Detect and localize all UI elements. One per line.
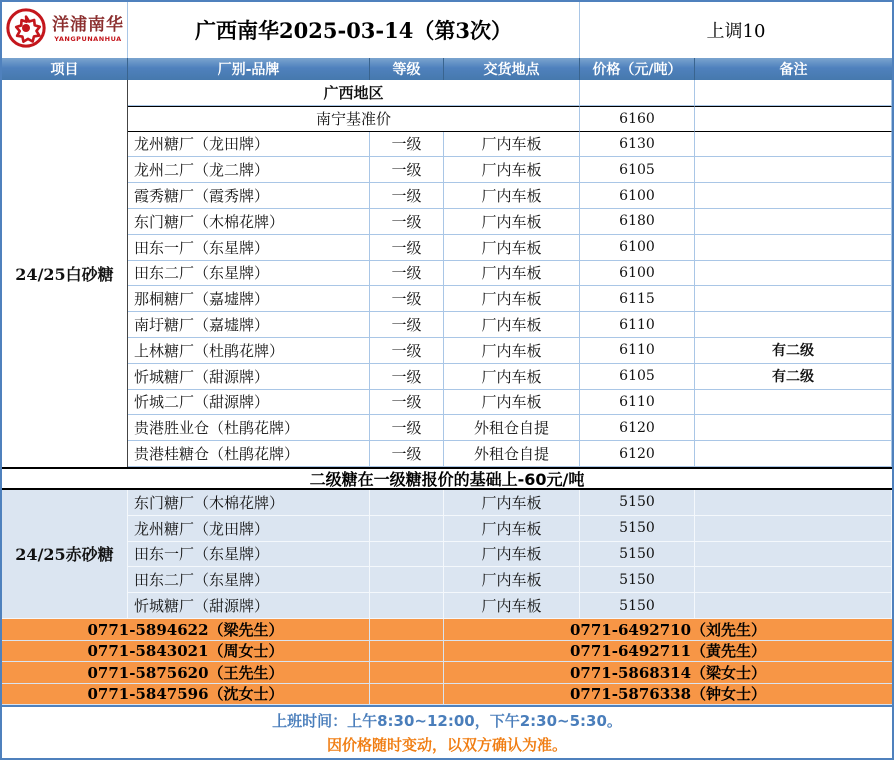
contact-phone: 0771-6492711（黄先生） xyxy=(444,641,892,663)
table-row-remark xyxy=(695,593,892,619)
company-name: 洋浦南华 xyxy=(52,15,124,36)
table-row-grade: 一级 xyxy=(370,261,444,287)
table-row-remark: 有二级 xyxy=(695,338,892,364)
contact-phone: 0771-5847596（沈女士） xyxy=(2,684,370,706)
table-row-brand: 贵港桂糖仓（杜鹃花牌） xyxy=(128,441,370,467)
column-remark: 备注 xyxy=(779,62,808,78)
contact-phone: 0771-5875620（王先生） xyxy=(2,662,370,684)
benchmark-name: 南宁基准价 xyxy=(128,106,580,132)
table-row-delivery: 厂内车板 xyxy=(444,157,580,183)
table-row-grade: 一级 xyxy=(370,286,444,312)
table-row-remark xyxy=(695,415,892,441)
table-row-remark xyxy=(695,183,892,209)
table-row-price: 6120 xyxy=(580,441,695,467)
table-row-brand: 东门糖厂（木棉花牌） xyxy=(128,490,370,516)
table-row-remark xyxy=(695,516,892,542)
contact-phone: 0771-5894622（梁先生） xyxy=(2,619,370,641)
contact-spacer xyxy=(370,619,444,641)
table-row-remark: 有二级 xyxy=(695,364,892,390)
table-row-delivery: 厂内车板 xyxy=(444,567,580,593)
white-sugar-label: 24/25白砂糖 xyxy=(2,80,128,467)
table-row-brand: 田东二厂（东星牌） xyxy=(128,567,370,593)
table-row-delivery: 厂内车板 xyxy=(444,209,580,235)
table-row-remark xyxy=(695,490,892,516)
column-grade: 等级 xyxy=(370,58,444,80)
table-row-brand: 那桐糖厂（嘉墟牌） xyxy=(128,286,370,312)
column-price: 价格（元/吨） xyxy=(580,58,695,80)
company-logo-icon xyxy=(5,7,47,53)
table-row-grade xyxy=(370,516,444,542)
region-price-cell xyxy=(580,80,695,106)
table-row-price: 6110 xyxy=(580,390,695,416)
table-row-grade xyxy=(370,490,444,516)
table-row-price: 5150 xyxy=(580,567,695,593)
table-row-remark xyxy=(695,286,892,312)
table-row-delivery: 厂内车板 xyxy=(444,542,580,568)
table-row-delivery: 厂内车板 xyxy=(444,183,580,209)
table-row-remark xyxy=(695,312,892,338)
table-row-delivery: 厂内车板 xyxy=(444,338,580,364)
table-row-grade: 一级 xyxy=(370,209,444,235)
table-row-remark xyxy=(695,235,892,261)
table-row-price: 6100 xyxy=(580,261,695,287)
table-row-grade xyxy=(370,567,444,593)
table-row-brand: 贵港胜业仓（杜鹃花牌） xyxy=(128,415,370,441)
table-row-brand: 霞秀糖厂（霞秀牌） xyxy=(128,183,370,209)
table-row-brand: 忻城二厂（甜源牌） xyxy=(128,390,370,416)
table-row-price: 6120 xyxy=(580,415,695,441)
contact-phone: 0771-5876338（钟女士） xyxy=(444,684,892,706)
table-row-delivery: 厂内车板 xyxy=(444,390,580,416)
company-logo xyxy=(2,2,128,58)
contact-spacer xyxy=(370,641,444,663)
table-row-grade: 一级 xyxy=(370,235,444,261)
table-row-remark xyxy=(695,132,892,158)
table-row-price: 6105 xyxy=(580,157,695,183)
price-disclaimer-note: 因价格随时变动，以双方确认为准。 xyxy=(326,736,567,754)
table-row-brand: 上林糖厂（杜鹃花牌） xyxy=(128,338,370,364)
contact-phone: 0771-5843021（周女士） xyxy=(2,641,370,663)
table-row-delivery: 厂内车板 xyxy=(444,312,580,338)
table-row-price: 6105 xyxy=(580,364,695,390)
second-grade-note: 二级糖在一级糖报价的基础上-60元/吨 xyxy=(2,467,892,490)
table-row-delivery: 厂内车板 xyxy=(444,593,580,619)
region-header: 广西地区 xyxy=(128,80,580,106)
table-row-grade: 一级 xyxy=(370,390,444,416)
contact-phone: 0771-5868314（梁女士） xyxy=(444,662,892,684)
table-row-delivery: 外租仓自提 xyxy=(444,415,580,441)
table-row-brand: 东门糖厂（木棉花牌） xyxy=(128,209,370,235)
table-row-price: 6110 xyxy=(580,312,695,338)
table-row-delivery: 厂内车板 xyxy=(444,490,580,516)
table-row-price: 6180 xyxy=(580,209,695,235)
table-row-grade xyxy=(370,593,444,619)
benchmark-remark-cell xyxy=(695,106,892,132)
table-row-price: 6100 xyxy=(580,183,695,209)
region-remark-cell xyxy=(695,80,892,106)
table-row-price: 5150 xyxy=(580,490,695,516)
column-brand: 厂别-品牌 xyxy=(128,58,370,80)
table-row-brand: 忻城糖厂（甜源牌） xyxy=(128,593,370,619)
benchmark-price: 6160 xyxy=(580,106,695,132)
price-change-note: 上调10 xyxy=(706,21,766,42)
contacts-section xyxy=(2,619,892,705)
table-row-grade xyxy=(370,542,444,568)
table-row-remark xyxy=(695,567,892,593)
work-hours-note: 上班时间：上午8:30~12:00，下午2:30~5:30。 xyxy=(272,712,622,730)
table-row-delivery: 厂内车板 xyxy=(444,516,580,542)
table-row-delivery: 外租仓自提 xyxy=(444,441,580,467)
table-row-delivery: 厂内车板 xyxy=(444,286,580,312)
table-row-remark xyxy=(695,390,892,416)
page-title: 广西南华2025-03-14（第3次） xyxy=(128,2,580,58)
table-row-price: 6130 xyxy=(580,132,695,158)
table-row-remark xyxy=(695,542,892,568)
table-row-grade: 一级 xyxy=(370,157,444,183)
table-row-price: 6100 xyxy=(580,235,695,261)
table-row-price: 5150 xyxy=(580,542,695,568)
table-column-header xyxy=(2,58,892,80)
table-row-brand: 田东二厂（东星牌） xyxy=(128,261,370,287)
table-row-brand: 龙州二厂（龙二牌） xyxy=(128,157,370,183)
footer-notes xyxy=(2,705,892,758)
table-row-brand: 龙州糖厂（龙田牌） xyxy=(128,516,370,542)
table-row-grade: 一级 xyxy=(370,364,444,390)
table-row-price: 5150 xyxy=(580,593,695,619)
column-item: 项目 xyxy=(2,58,128,80)
table-row-price: 6115 xyxy=(580,286,695,312)
table-row-grade: 一级 xyxy=(370,132,444,158)
company-name-en: YANGPUNANHUA xyxy=(54,35,122,44)
contact-spacer xyxy=(370,684,444,706)
brown-sugar-section xyxy=(2,490,892,619)
table-row-delivery: 厂内车板 xyxy=(444,261,580,287)
table-row-brand: 南圩糖厂（嘉墟牌） xyxy=(128,312,370,338)
contact-phone: 0771-6492710（刘先生） xyxy=(444,619,892,641)
table-row-delivery: 厂内车板 xyxy=(444,235,580,261)
table-row-delivery: 厂内车板 xyxy=(444,132,580,158)
top-header xyxy=(2,2,892,58)
table-row-remark xyxy=(695,209,892,235)
table-row-brand: 田东一厂（东星牌） xyxy=(128,542,370,568)
column-delivery: 交货地点 xyxy=(444,58,580,80)
table-row-remark xyxy=(695,441,892,467)
table-row-brand: 龙州糖厂（龙田牌） xyxy=(128,132,370,158)
table-row-grade: 一级 xyxy=(370,183,444,209)
table-row-brand: 忻城糖厂（甜源牌） xyxy=(128,364,370,390)
table-row-grade: 一级 xyxy=(370,312,444,338)
table-row-price: 5150 xyxy=(580,516,695,542)
table-row-grade: 一级 xyxy=(370,338,444,364)
contact-spacer xyxy=(370,662,444,684)
table-row-price: 6110 xyxy=(580,338,695,364)
table-row-remark xyxy=(695,157,892,183)
table-row-grade: 一级 xyxy=(370,415,444,441)
table-row-delivery: 厂内车板 xyxy=(444,364,580,390)
table-row-remark xyxy=(695,261,892,287)
table-row-grade: 一级 xyxy=(370,441,444,467)
table-row-brand: 田东一厂（东星牌） xyxy=(128,235,370,261)
brown-sugar-label: 24/25赤砂糖 xyxy=(2,490,128,619)
white-sugar-section xyxy=(2,80,892,467)
